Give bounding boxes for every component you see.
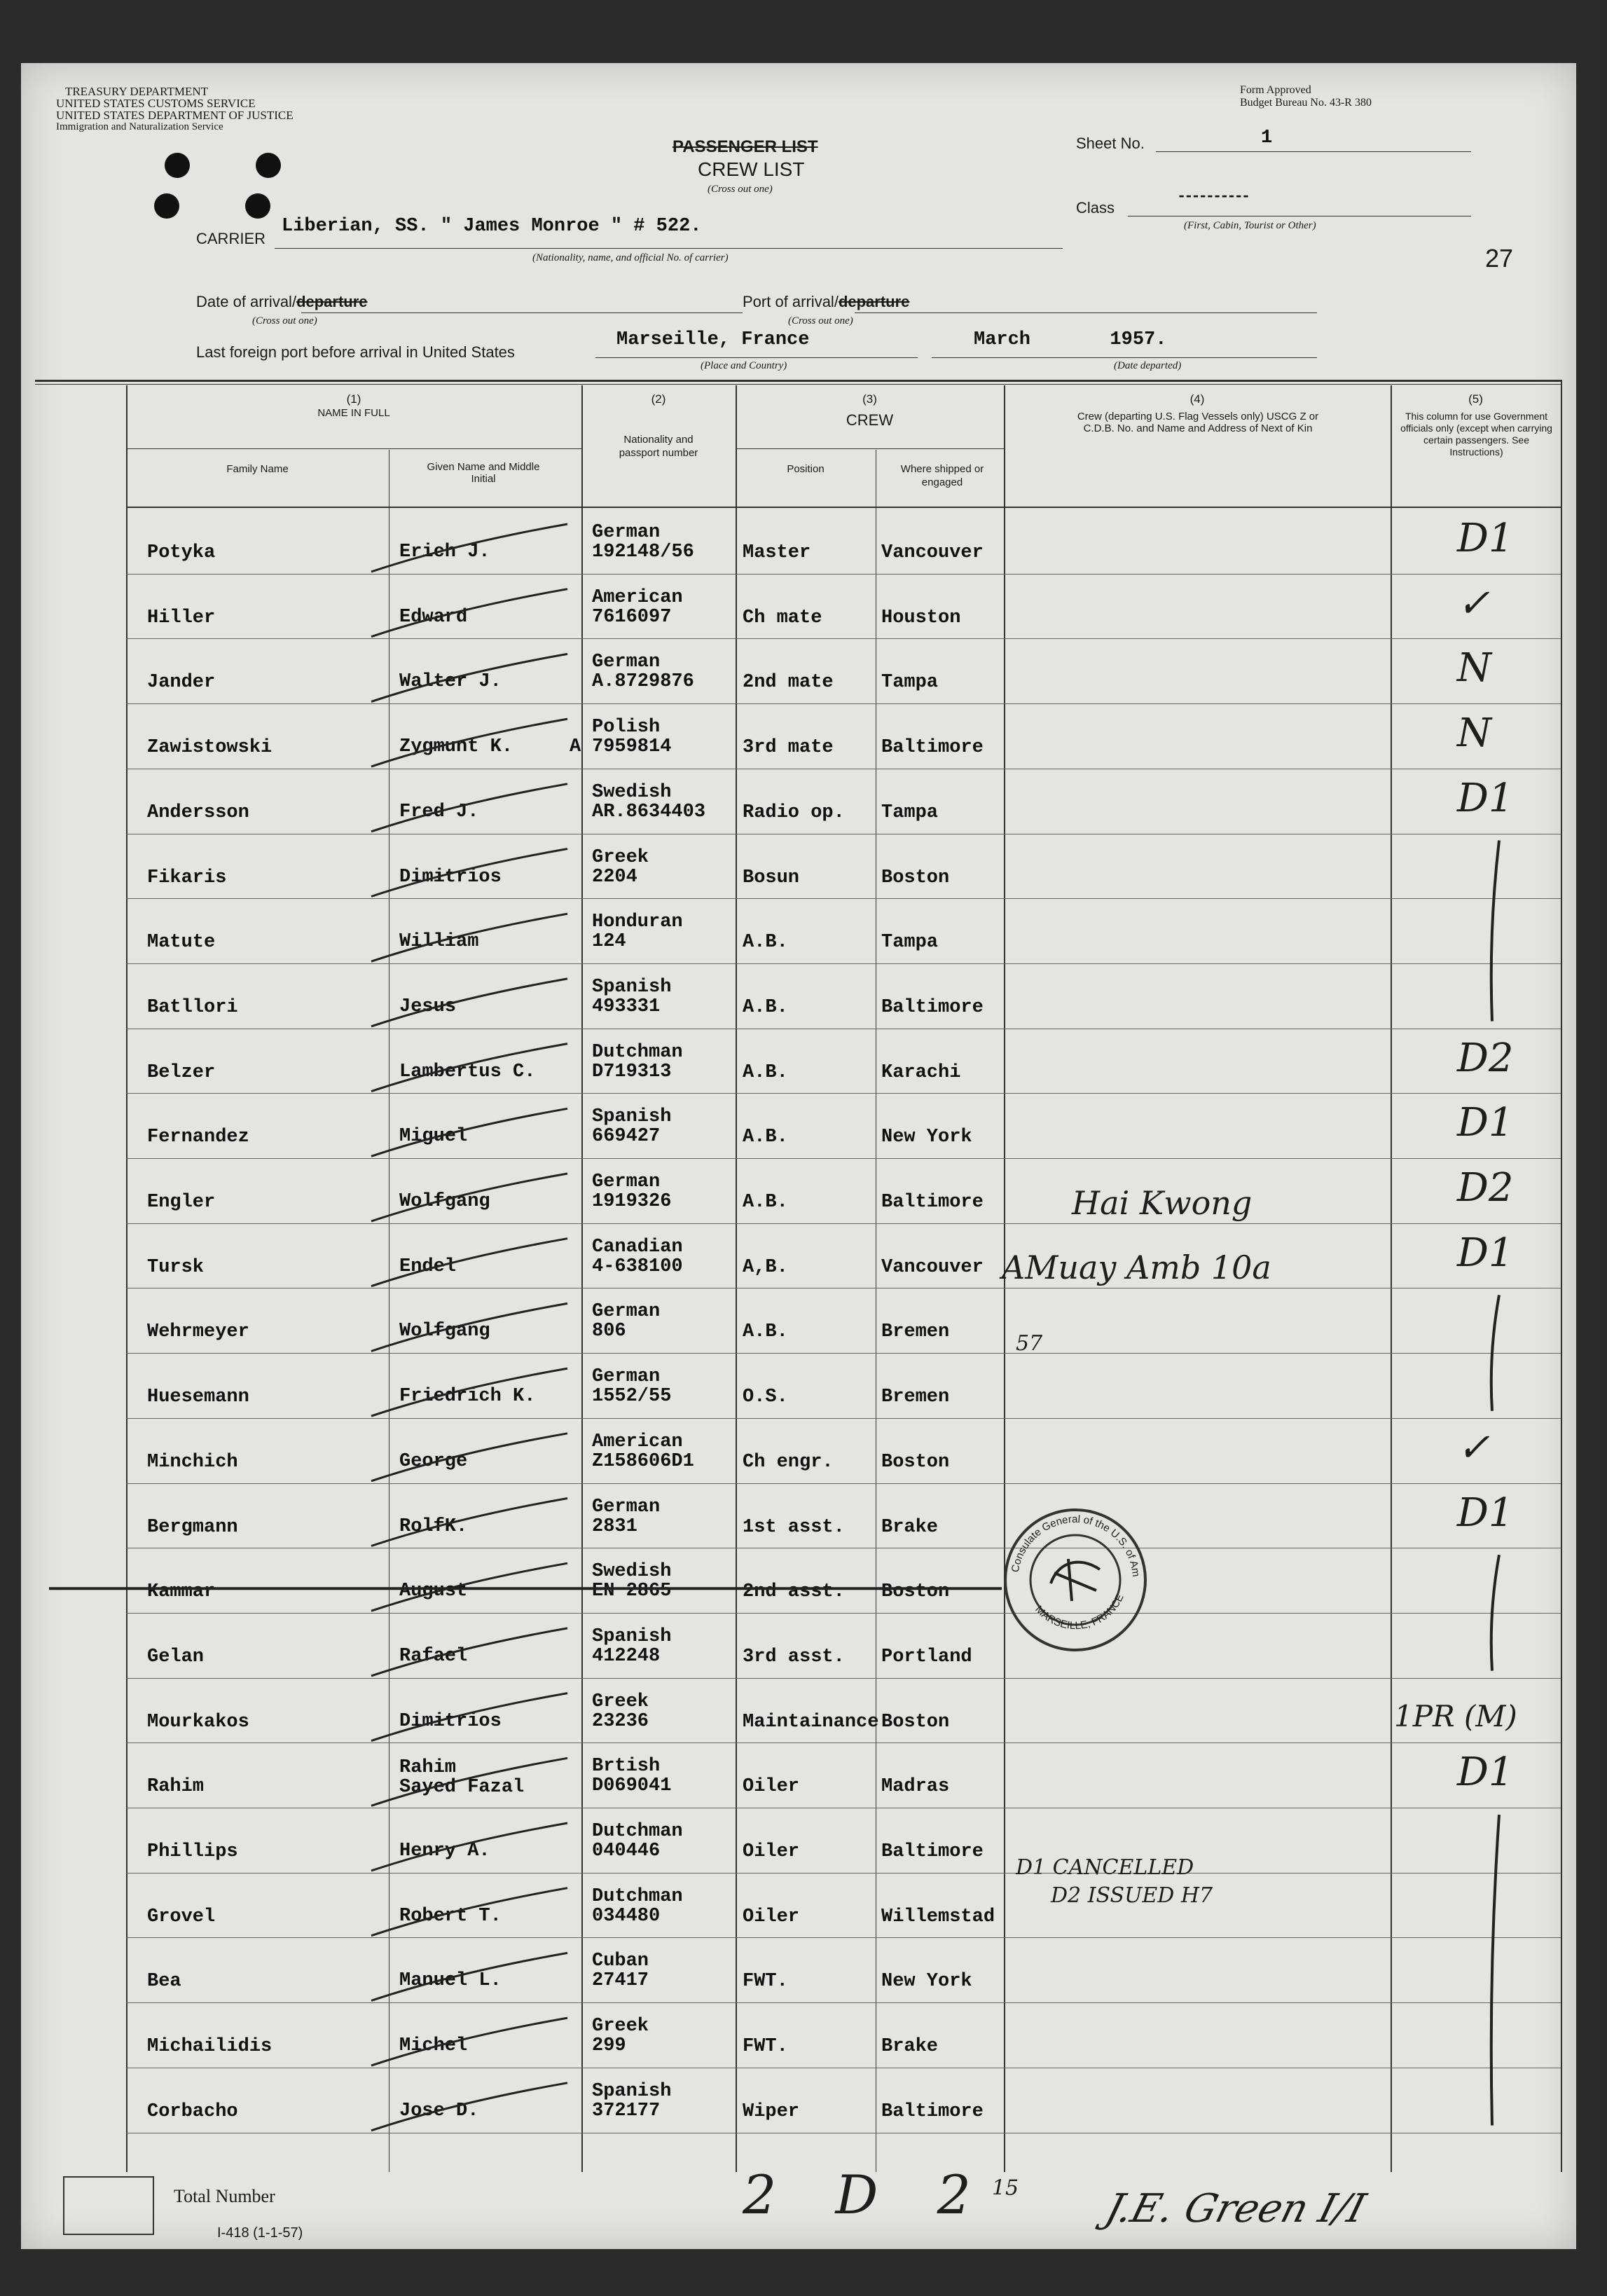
where-shipped: New York bbox=[881, 1127, 972, 1148]
where-shipped: Madras bbox=[881, 1776, 950, 1798]
family-name: Engler bbox=[147, 1192, 216, 1213]
position: A.B. bbox=[743, 1321, 788, 1343]
port-note: (Cross out one) bbox=[788, 315, 853, 326]
official-mark: N bbox=[1457, 710, 1491, 757]
family-name: Kammar bbox=[147, 1581, 216, 1603]
passport-number: 372177 bbox=[592, 2100, 661, 2122]
official-mark: ✓ bbox=[1457, 1424, 1490, 1471]
pen-check-stroke bbox=[371, 1823, 567, 1871]
family-name: Mourkakos bbox=[147, 1711, 249, 1733]
passport-number: 2831 bbox=[592, 1515, 637, 1537]
kin-engler: Hai Kwong bbox=[1072, 1184, 1253, 1222]
passport-number: 7616097 bbox=[592, 606, 672, 628]
where-shipped: Houston bbox=[881, 607, 961, 628]
class-note: (First, Cabin, Tourist or Other) bbox=[1184, 220, 1316, 231]
given-name: August bbox=[399, 1581, 468, 1602]
given-name: Walter J. bbox=[399, 671, 502, 693]
kin-grovel-2: D2 ISSUED H7 bbox=[1051, 1883, 1213, 1908]
family-name: Jander bbox=[147, 672, 216, 694]
seal-city: MARSEILLE, FRANCE bbox=[1033, 1592, 1126, 1632]
position: Radio op. bbox=[743, 802, 845, 823]
position: Oiler bbox=[743, 1906, 800, 1927]
col4-number: (4) bbox=[1189, 392, 1205, 406]
form-number: I-418 (1-1-57) bbox=[217, 2225, 303, 2241]
col1-number: (1) bbox=[346, 392, 361, 406]
official-mark: ✓ bbox=[1457, 580, 1490, 626]
official-mark: D2 bbox=[1457, 1035, 1514, 1081]
given-name: Robert T. bbox=[399, 1905, 502, 1927]
seal-text: Consulate General of the U.S. of Am bbox=[1009, 1513, 1143, 1578]
ditto-stroke bbox=[1491, 1295, 1499, 1410]
where-shipped: Brake bbox=[881, 1516, 939, 1538]
nationality: Dutchman bbox=[592, 1041, 683, 1063]
given-name: Manuel L. bbox=[399, 1970, 502, 1992]
given-name: Lambertus C. bbox=[399, 1061, 536, 1082]
official-mark: D1 bbox=[1457, 1490, 1514, 1536]
given-name: Dimitrios bbox=[399, 866, 502, 888]
total-handwritten-sup: 15 bbox=[991, 2175, 1019, 2201]
agency-line: UNITED STATES DEPARTMENT OF JUSTICE bbox=[56, 109, 294, 122]
official-mark: 1PR (M) bbox=[1394, 1698, 1517, 1733]
col5-number: (5) bbox=[1468, 392, 1483, 406]
pen-check-stroke bbox=[371, 1044, 567, 1092]
pen-check-stroke bbox=[371, 1628, 567, 1676]
given-name: Wolfgang bbox=[399, 1191, 490, 1212]
nationality: Spanish bbox=[592, 1106, 672, 1128]
kin-tursk: AMuay Amb 10a bbox=[1002, 1249, 1271, 1286]
given-name: George bbox=[399, 1450, 468, 1472]
passport-number: 27417 bbox=[592, 1970, 649, 1992]
carrier-note: (Nationality, name, and official No. of carrier) bbox=[532, 252, 729, 263]
passport-number: 1919326 bbox=[592, 1191, 672, 1212]
official-mark: D2 bbox=[1457, 1165, 1514, 1211]
pen-check-stroke bbox=[371, 1434, 567, 1481]
pen-check-stroke bbox=[371, 524, 567, 572]
page-title: CREW LIST bbox=[698, 158, 805, 180]
position: Ch engr. bbox=[743, 1451, 834, 1473]
agency-line: TREASURY DEPARTMENT bbox=[64, 85, 209, 98]
col2-title: Nationality and passport number bbox=[619, 434, 698, 459]
total-handwritten-value: 2 D 2 bbox=[743, 2164, 992, 2226]
official-mark: D1 bbox=[1457, 1100, 1514, 1146]
where-shipped: Baltimore bbox=[881, 737, 984, 759]
nationality: American bbox=[592, 1431, 683, 1452]
official-mark: N bbox=[1457, 645, 1491, 692]
given-name: Edward bbox=[399, 606, 468, 628]
nationality: German bbox=[592, 1496, 661, 1518]
family-name: Phillips bbox=[147, 1841, 238, 1862]
date-departed-note: (Date departed) bbox=[1114, 360, 1182, 371]
carrier-label: CARRIER bbox=[196, 230, 266, 247]
pen-check-stroke bbox=[371, 1499, 567, 1546]
nationality: Cuban bbox=[592, 1951, 649, 1972]
official-signature: J.E. Green I/I bbox=[1101, 2186, 1370, 2232]
official-mark: D1 bbox=[1457, 775, 1514, 821]
nationality: German bbox=[592, 522, 661, 543]
passport-number: 7959814 bbox=[592, 736, 672, 758]
passport-number: 040446 bbox=[592, 1841, 661, 1862]
position: A.B. bbox=[743, 1061, 788, 1083]
passport-number: 2204 bbox=[592, 866, 637, 888]
last-port-label: Last foreign port before arrival in United States bbox=[196, 343, 515, 361]
pen-check-stroke bbox=[371, 2083, 567, 2131]
family-name: Hiller bbox=[147, 607, 216, 628]
agency-line: UNITED STATES CUSTOMS SERVICE bbox=[56, 97, 256, 110]
nationality: Brtish bbox=[592, 1756, 661, 1778]
nationality: Swedish bbox=[592, 1561, 672, 1583]
ditto-stroke bbox=[1491, 1555, 1499, 1670]
nationality: German bbox=[592, 1301, 661, 1323]
budget-bureau: Budget Bureau No. 43-R 380 bbox=[1240, 97, 1372, 109]
class-value: ---------- bbox=[1177, 188, 1249, 205]
nationality: American bbox=[592, 586, 683, 608]
position: FWT. bbox=[743, 2036, 788, 2058]
where-shipped: Brake bbox=[881, 2036, 939, 2058]
where-shipped: Willemstad bbox=[881, 1906, 995, 1927]
col2-number: (2) bbox=[651, 392, 666, 406]
where-shipped: Boston bbox=[881, 1581, 950, 1603]
passport-number: A.8729876 bbox=[592, 671, 694, 693]
given-name: Wolfgang bbox=[399, 1321, 490, 1342]
class-label: Class bbox=[1076, 199, 1115, 216]
passport-number: 192148/56 bbox=[592, 542, 694, 563]
family-name: Fikaris bbox=[147, 867, 227, 888]
agency-line: Immigration and Naturalization Service bbox=[56, 121, 223, 132]
given-name: Zygmunt K. A bbox=[399, 736, 581, 758]
position: Wiper bbox=[743, 2101, 800, 2122]
sheet-label: Sheet No. bbox=[1076, 135, 1145, 152]
form-approved: Form Approved bbox=[1240, 84, 1311, 96]
where-shipped: Baltimore bbox=[881, 1192, 984, 1213]
pen-check-stroke bbox=[371, 784, 567, 832]
family-name: Bea bbox=[147, 1971, 181, 1993]
family-name: Belzer bbox=[147, 1061, 216, 1083]
family-name: Matute bbox=[147, 932, 216, 954]
family-name: Bergmann bbox=[147, 1516, 238, 1538]
position: Ch mate bbox=[743, 607, 822, 628]
pen-check-stroke bbox=[371, 1368, 567, 1416]
passport-number: 493331 bbox=[592, 996, 661, 1017]
ditto-stroke bbox=[1491, 1815, 1499, 2126]
pen-check-stroke bbox=[371, 1174, 567, 1221]
pen-check-stroke bbox=[371, 979, 567, 1026]
pen-check-stroke bbox=[371, 1693, 567, 1741]
nationality: Dutchman bbox=[592, 1885, 683, 1907]
given-name: Dimitrios bbox=[399, 1710, 502, 1732]
nationality: German bbox=[592, 1366, 661, 1388]
ditto-stroke bbox=[1491, 841, 1499, 1022]
given-name: RolfK. bbox=[399, 1515, 468, 1537]
family-name: Huesemann bbox=[147, 1387, 249, 1408]
given-name: Jose D. bbox=[399, 2100, 479, 2122]
family-name: Michailidis bbox=[147, 2036, 273, 2058]
pen-check-stroke bbox=[371, 1758, 567, 1806]
nationality: Spanish bbox=[592, 2080, 672, 2102]
passport-number: 1552/55 bbox=[592, 1386, 672, 1408]
position: FWT. bbox=[743, 1971, 788, 1993]
position: Oiler bbox=[743, 1776, 800, 1798]
family-name: Gelan bbox=[147, 1646, 205, 1668]
where-shipped: Vancouver bbox=[881, 542, 984, 563]
pen-check-stroke bbox=[371, 719, 567, 767]
passport-number: 23236 bbox=[592, 1710, 649, 1732]
position: A.B. bbox=[743, 932, 788, 954]
where-shipped: Baltimore bbox=[881, 996, 984, 1018]
page-number: 27 bbox=[1485, 244, 1514, 273]
title-crossed: PASSENGER LIST bbox=[673, 137, 818, 156]
where-shipped: Karachi bbox=[881, 1061, 961, 1083]
nationality: Spanish bbox=[592, 1625, 672, 1647]
passport-number: Z158606D1 bbox=[592, 1450, 694, 1472]
pen-check-stroke bbox=[371, 1888, 567, 1936]
where-shipped: Boston bbox=[881, 867, 950, 888]
family-name: Andersson bbox=[147, 802, 249, 823]
where-shipped: Bremen bbox=[881, 1321, 950, 1343]
where-shipped: Baltimore bbox=[881, 2101, 984, 2122]
where-shipped: Vancouver bbox=[881, 1256, 984, 1278]
pen-check-stroke bbox=[371, 2018, 567, 2065]
family-name: Fernandez bbox=[147, 1127, 249, 1148]
given-name: Michel bbox=[399, 2035, 468, 2057]
position: Maintainance bbox=[743, 1711, 879, 1733]
position: 3rd mate bbox=[743, 737, 834, 759]
col-given-header: Given Name and Middle Initial bbox=[427, 461, 540, 485]
pen-check-stroke bbox=[371, 654, 567, 701]
where-shipped: Boston bbox=[881, 1711, 950, 1733]
given-name: Henry A. bbox=[399, 1841, 490, 1862]
nationality: Greek bbox=[592, 2016, 649, 2037]
given-name: Endel bbox=[399, 1256, 457, 1277]
passport-number: 4-638100 bbox=[592, 1256, 683, 1277]
nationality: Polish bbox=[592, 717, 661, 738]
where-shipped: Baltimore bbox=[881, 1841, 984, 1862]
family-name: Rahim bbox=[147, 1776, 205, 1798]
port-struck: departure bbox=[838, 293, 910, 310]
position: A,B. bbox=[743, 1256, 788, 1278]
position: A.B. bbox=[743, 1192, 788, 1213]
kin-wehrmeyer: 57 bbox=[1016, 1331, 1043, 1356]
nationality: German bbox=[592, 1171, 661, 1192]
given-name: Fred J. bbox=[399, 801, 479, 823]
where-shipped: Tampa bbox=[881, 932, 939, 954]
official-mark: D1 bbox=[1457, 1750, 1514, 1796]
official-mark: D1 bbox=[1457, 516, 1514, 561]
position: 2nd mate bbox=[743, 672, 834, 694]
last-port-value: Marseille, France bbox=[616, 329, 810, 350]
date-departed-value: March 1957. bbox=[974, 329, 1167, 350]
family-name: Grovel bbox=[147, 1906, 216, 1927]
col-family-header: Family Name bbox=[226, 463, 289, 475]
passport-number: 299 bbox=[592, 2035, 626, 2057]
where-shipped: Boston bbox=[881, 1451, 950, 1473]
given-name: William bbox=[399, 931, 479, 953]
where-shipped: Tampa bbox=[881, 672, 939, 694]
col4-title: Crew (departing U.S. Flag Vessels only) USCG Z or C.D.B. No. and Name and Address of Next of Kin bbox=[1077, 411, 1319, 434]
passport-number: AR.8634403 bbox=[592, 801, 706, 823]
nationality: Honduran bbox=[592, 912, 683, 933]
nationality: Spanish bbox=[592, 976, 672, 998]
pen-check-stroke bbox=[371, 1108, 567, 1156]
nationality: German bbox=[592, 652, 661, 673]
passport-number: 806 bbox=[592, 1321, 626, 1342]
col3-number: (3) bbox=[862, 392, 877, 406]
family-name: Potyka bbox=[147, 542, 216, 563]
position: 1st asst. bbox=[743, 1516, 845, 1538]
pen-check-stroke bbox=[371, 849, 567, 897]
official-mark: D1 bbox=[1457, 1230, 1514, 1276]
pen-check-stroke bbox=[371, 914, 567, 961]
nationality: Greek bbox=[592, 1691, 649, 1712]
family-name: Batllori bbox=[147, 996, 238, 1018]
given-name: Miguel bbox=[399, 1126, 468, 1148]
where-shipped: Bremen bbox=[881, 1387, 950, 1408]
given-name: Friedrich K. bbox=[399, 1386, 536, 1408]
pen-check-stroke bbox=[371, 1303, 567, 1351]
family-name: Wehrmeyer bbox=[147, 1321, 249, 1343]
title-note: (Cross out one) bbox=[708, 184, 773, 195]
where-shipped: Tampa bbox=[881, 802, 939, 823]
carrier-value: Liberian, SS. " James Monroe " # 522. bbox=[282, 216, 702, 237]
crew-list-document bbox=[21, 63, 1576, 2249]
position: 3rd asst. bbox=[743, 1646, 845, 1668]
given-name: Rafael bbox=[399, 1645, 468, 1667]
col3-title: CREW bbox=[846, 411, 894, 429]
nationality: Dutchman bbox=[592, 1821, 683, 1842]
kin-grovel-1: D1 CANCELLED bbox=[1016, 1855, 1194, 1880]
pen-check-stroke bbox=[371, 1953, 567, 2000]
position: Oiler bbox=[743, 1841, 800, 1862]
col-position-header: Position bbox=[787, 463, 825, 475]
given-name: Erich J. bbox=[399, 542, 490, 563]
where-shipped: New York bbox=[881, 1971, 972, 1993]
pen-check-stroke bbox=[371, 589, 567, 637]
last-port-note: (Place and Country) bbox=[701, 360, 787, 371]
position: O.S. bbox=[743, 1387, 788, 1408]
given-name: Rahim Sayed Fazal bbox=[399, 1757, 525, 1799]
where-shipped: Portland bbox=[881, 1646, 972, 1668]
port-label-text: Port of arrival/ bbox=[743, 293, 839, 310]
total-label: Total Number bbox=[174, 2186, 275, 2206]
position: Master bbox=[743, 542, 811, 563]
position: Bosun bbox=[743, 867, 800, 888]
family-name: Zawistowski bbox=[147, 737, 273, 759]
arrival-note: (Cross out one) bbox=[252, 315, 317, 326]
nationality: Greek bbox=[592, 846, 649, 868]
position: A.B. bbox=[743, 996, 788, 1018]
col1-title: NAME IN FULL bbox=[317, 407, 390, 419]
passport-number: 034480 bbox=[592, 1905, 661, 1927]
nationality: Canadian bbox=[592, 1236, 683, 1258]
arrival-struck: departure bbox=[296, 293, 368, 310]
nationality: Swedish bbox=[592, 781, 672, 803]
pen-marks-overlay bbox=[21, 63, 1576, 2249]
pen-check-stroke bbox=[371, 1239, 567, 1286]
passport-number: 669427 bbox=[592, 1126, 661, 1148]
passport-number: 412248 bbox=[592, 1645, 661, 1667]
passport-number: D069041 bbox=[592, 1775, 672, 1797]
arrival-label-text: Date of arrival/ bbox=[196, 293, 297, 310]
family-name: Minchich bbox=[147, 1451, 238, 1473]
passport-number: D719313 bbox=[592, 1061, 672, 1082]
position: 2nd asst. bbox=[743, 1581, 845, 1603]
given-name: Jesus bbox=[399, 996, 457, 1017]
family-name: Corbacho bbox=[147, 2101, 238, 2122]
passport-number: EN 2865 bbox=[592, 1581, 672, 1602]
position: A.B. bbox=[743, 1127, 788, 1148]
passport-number: 124 bbox=[592, 931, 626, 953]
col5-title: This column for use Government officials only (except when carrying certain passengers. See Instructions) bbox=[1400, 411, 1552, 458]
family-name: Tursk bbox=[147, 1256, 205, 1278]
sheet-number: 1 bbox=[1261, 128, 1273, 149]
col-shipped-header: Where shipped or engaged bbox=[900, 463, 984, 488]
